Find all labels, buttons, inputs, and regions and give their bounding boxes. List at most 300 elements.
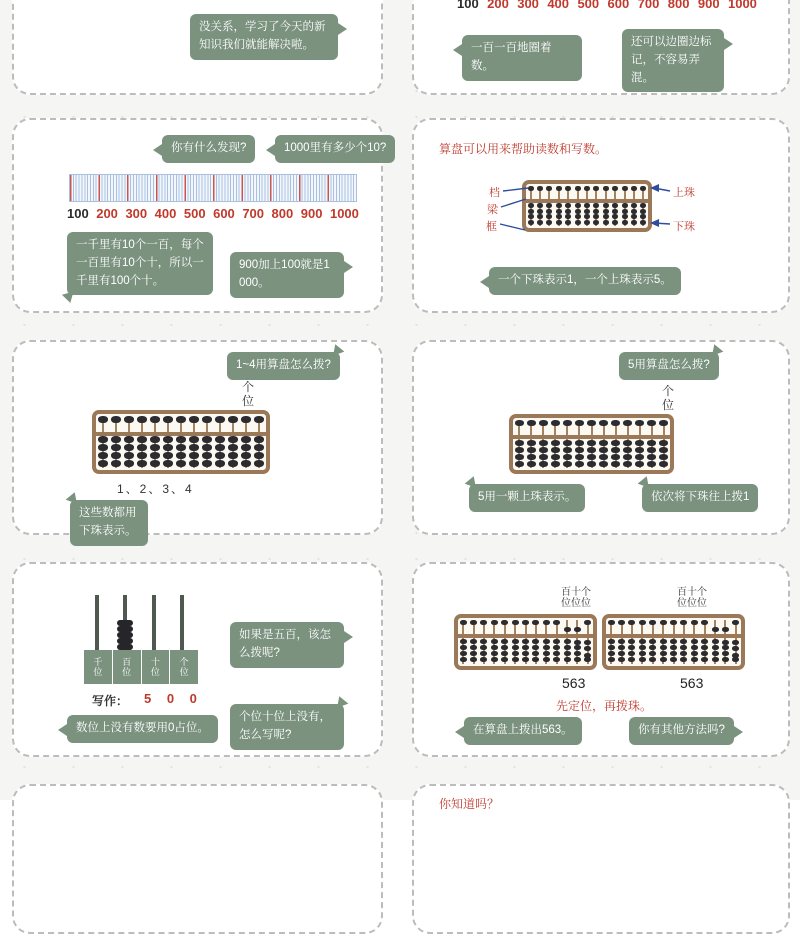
speech-bubble: 你有其他方法吗? [629, 717, 734, 745]
abacus-lower-bead [532, 645, 539, 650]
speech-bubble: 你有什么发现? [162, 135, 255, 163]
abacus-lower-bead [460, 639, 467, 644]
ones-place-label: 个 位 [662, 384, 675, 412]
abacus-upper-bead [553, 620, 560, 625]
abacus-lower-bead [254, 444, 264, 451]
abacus-upper-bead [628, 620, 635, 625]
slide-card-dial-563[interactable] [412, 562, 790, 757]
number-label: 500 [183, 206, 206, 221]
abacus-lower-bead [563, 461, 572, 467]
speech-bubble: 一千里有10个一百，每个一百里有10个十，所以一千里有100个十。 [67, 232, 213, 295]
abacus-lower-bead [522, 645, 529, 650]
abacus-upper-bead [150, 416, 160, 423]
abacus-lower-bead [512, 639, 519, 644]
abacus-lower-bead [670, 651, 677, 656]
abacus-upper-bead [563, 420, 572, 426]
abacus-lower-bead [150, 444, 160, 451]
slide-card-next-right[interactable] [412, 784, 790, 934]
abacus-lower-bead [564, 651, 571, 656]
abacus-lower-bead [691, 651, 698, 656]
abacus-lower-bead [660, 639, 667, 644]
place-header-thousands: 千 位 [84, 650, 112, 684]
abacus-lower-bead [722, 657, 729, 662]
abacus-lower-bead [539, 454, 548, 460]
abacus-lower-bead [532, 657, 539, 662]
number-label: 700 [242, 206, 265, 221]
abacus-lower-bead [574, 657, 581, 662]
abacus-upper-bead [649, 620, 656, 625]
abacus-lower-bead [635, 440, 644, 446]
abacus-lower-bead [584, 640, 591, 645]
abacus-upper-bead [660, 620, 667, 625]
abacus-lower-bead [574, 645, 581, 650]
column-labels-left-abacus: 百十个 位位位 [561, 587, 591, 609]
abacus-lower-bead [635, 454, 644, 460]
abacus-lower-bead [564, 639, 571, 644]
abacus-lower-bead [215, 436, 225, 443]
place-header-ones: 个 位 [170, 650, 198, 684]
abacus-lower-bead [649, 657, 656, 662]
abacus-lower-bead [470, 657, 477, 662]
abacus-upper-bead [611, 420, 620, 426]
abacus-lower-bead [539, 447, 548, 453]
place-header-hundreds: 百 位 [113, 650, 141, 684]
abacus-lower-bead [551, 454, 560, 460]
abacus-upper-bead [732, 620, 739, 625]
abacus-upper-bead [722, 627, 729, 632]
abacus-lower-bead [124, 444, 134, 451]
label-frame: 框 [486, 221, 497, 233]
abacus-lower-bead [98, 460, 108, 467]
speech-bubble: 1000里有多少个10? [275, 135, 395, 163]
abacus-lower-bead [176, 444, 186, 451]
abacus-lower-bead [228, 452, 238, 459]
value-label: 563 [680, 675, 704, 691]
abacus-upper-bead [254, 416, 264, 423]
abacus-upper-bead [584, 620, 591, 625]
abacus-upper-bead [527, 420, 536, 426]
abacus-upper-bead [543, 620, 550, 625]
abacus-lower-bead [98, 452, 108, 459]
abacus-lower-bead [150, 436, 160, 443]
place-value-table [84, 650, 198, 684]
abacus-lower-bead [501, 657, 508, 662]
abacus-lower-bead [575, 440, 584, 446]
abacus-lower-bead [527, 447, 536, 453]
number-label: 700 [637, 0, 660, 11]
abacus-lower-bead [584, 646, 591, 651]
number-label: 1000 [727, 0, 757, 11]
abacus-lower-bead [254, 452, 264, 459]
abacus-lower-bead [618, 645, 625, 650]
abacus-lower-bead [241, 460, 251, 467]
abacus-upper-bead [635, 420, 644, 426]
abacus-lower-bead [639, 645, 646, 650]
number-label: 200 [96, 206, 118, 221]
slide-card-dial-5[interactable] [412, 340, 790, 535]
abacus-upper-bead [574, 627, 581, 632]
abacus-lower-bead [575, 447, 584, 453]
abacus-lower-bead [587, 447, 596, 453]
abacus-lower-bead [564, 645, 571, 650]
speech-bubble: 1~4用算盘怎么拨? [227, 352, 340, 380]
speech-bubble: 没关系，学习了今天的新知识我们就能解决啦。 [190, 14, 338, 60]
abacus-lower-bead [618, 639, 625, 644]
abacus-upper-bead [659, 420, 668, 426]
abacus-lower-bead [623, 461, 632, 467]
number-label: 800 [667, 0, 690, 11]
abacus-upper-bead [551, 420, 560, 426]
number-label: 400 [154, 206, 177, 221]
abacus-lower-bead [680, 657, 687, 662]
abacus-lower-bead [608, 657, 615, 662]
slide-card-dial-1-to-4[interactable] [12, 340, 383, 535]
abacus-upper-bead [111, 416, 121, 423]
abacus-lower-bead [124, 436, 134, 443]
abacus-lower-bead [512, 645, 519, 650]
label-lower-bead: 下珠 [673, 221, 695, 233]
slide-card-next-left[interactable] [12, 784, 383, 934]
abacus-lower-bead [563, 447, 572, 453]
abacus-lower-bead [202, 444, 212, 451]
abacus-lower-bead [539, 440, 548, 446]
abacus-lower-bead [647, 454, 656, 460]
abacus-lower-bead [228, 444, 238, 451]
abacus-lower-bead [608, 651, 615, 656]
abacus-lower-bead [527, 454, 536, 460]
number-label: 100 [67, 206, 89, 221]
abacus-lower-bead [470, 639, 477, 644]
number-label: 600 [213, 206, 235, 221]
abacus-lower-bead [551, 447, 560, 453]
slide-note: 你知道吗？ [439, 797, 500, 811]
abacus-563-right [602, 614, 745, 670]
abacus-lower-bead [584, 657, 591, 662]
abacus-lower-bead [732, 657, 739, 662]
abacus [92, 410, 270, 474]
abacus-lower-bead [670, 645, 677, 650]
abacus-lower-bead [712, 639, 719, 644]
abacus-lower-bead [241, 436, 251, 443]
abacus-lower-bead [599, 440, 608, 446]
write-value: 5 0 0 [144, 691, 203, 706]
abacus-lower-bead [480, 645, 487, 650]
abacus-lower-bead [522, 651, 529, 656]
abacus-lower-bead [491, 639, 498, 644]
number-label: 500 [577, 0, 600, 11]
abacus-lower-bead [628, 645, 635, 650]
number-label: 600 [607, 0, 630, 11]
abacus-upper-bead [470, 620, 477, 625]
abacus-lower-bead [659, 440, 668, 446]
abacus-lower-bead [551, 440, 560, 446]
abacus-lower-bead [649, 645, 656, 650]
abacus-lower-bead [532, 651, 539, 656]
abacus-lower-bead [137, 444, 147, 451]
abacus-lower-bead [659, 454, 668, 460]
abacus-lower-bead [460, 651, 467, 656]
abacus-lower-bead [574, 651, 581, 656]
abacus-lower-bead [691, 657, 698, 662]
abacus-lower-bead [680, 645, 687, 650]
abacus-lower-bead [539, 461, 548, 467]
speech-bubble: 一个下珠表示1，一个上珠表示5。 [489, 267, 681, 295]
abacus-upper-bead [460, 620, 467, 625]
abacus-lower-bead [599, 454, 608, 460]
speech-bubble: 还可以边圈边标记，不容易弄混。 [622, 29, 724, 92]
abacus-lower-bead [522, 639, 529, 644]
abacus-lower-bead [647, 461, 656, 467]
abacus-lower-bead [215, 444, 225, 451]
number-label: 300 [125, 206, 148, 221]
abacus-lower-bead [150, 452, 160, 459]
abacus-lower-bead [659, 461, 668, 467]
abacus-lower-bead [649, 651, 656, 656]
column-labels-right-abacus: 百十个 位位位 [677, 587, 707, 609]
abacus-lower-bead [501, 645, 508, 650]
abacus-lower-bead [691, 645, 698, 650]
abacus-563-left [454, 614, 597, 670]
abacus-lower-bead [150, 460, 160, 467]
abacus-upper-bead [241, 416, 251, 423]
abacus-lower-bead [587, 454, 596, 460]
abacus-upper-bead [618, 620, 625, 625]
place-rod-thousands [95, 595, 99, 650]
abacus-upper-bead [215, 416, 225, 423]
abacus-lower-bead [722, 645, 729, 650]
abacus-lower-bead [460, 645, 467, 650]
abacus-lower-bead [460, 657, 467, 662]
abacus-upper-bead [691, 620, 698, 625]
abacus-lower-bead [575, 454, 584, 460]
abacus-upper-bead [202, 416, 212, 423]
abacus-lower-bead [587, 440, 596, 446]
abacus-lower-bead [163, 460, 173, 467]
slide-card-count-by-hundreds[interactable] [412, 0, 790, 95]
speech-bubble: 如果是五百，该怎么拨呢? [230, 622, 344, 668]
abacus-lower-bead [228, 436, 238, 443]
abacus-lower-bead [215, 452, 225, 459]
number-label: 900 [300, 206, 323, 221]
abacus-lower-bead [551, 461, 560, 467]
abacus-lower-bead [659, 447, 668, 453]
place-header-tens: 十 位 [142, 650, 170, 684]
speech-bubble: 依次将下珠往上拨1 [642, 484, 758, 512]
abacus-lower-bead [623, 440, 632, 446]
speech-bubble: 数位上没有数要用0占位。 [67, 715, 218, 743]
abacus-lower-bead [639, 657, 646, 662]
slide-card-write-500[interactable] [12, 562, 383, 757]
abacus-lower-bead [501, 639, 508, 644]
abacus-lower-bead [611, 454, 620, 460]
speech-bubble: 这些数都用下珠表示。 [70, 500, 148, 546]
abacus-lower-bead [254, 460, 264, 467]
abacus-lower-bead [611, 461, 620, 467]
abacus-lower-bead [701, 651, 708, 656]
abacus-upper-bead [564, 627, 571, 632]
abacus-upper-bead [670, 620, 677, 625]
speech-bubble: 900加上100就是1000。 [230, 252, 344, 298]
slide-note: 先定位，再拨珠。 [555, 699, 652, 713]
abacus-lower-bead [111, 460, 121, 467]
speech-bubble: 一百一百地圈着数。 [462, 35, 582, 81]
abacus-lower-bead [732, 640, 739, 645]
abacus-upper-bead [608, 620, 615, 625]
abacus-lower-bead [660, 651, 667, 656]
number-label: 800 [271, 206, 294, 221]
abacus-lower-bead [176, 436, 186, 443]
abacus-lower-bead [111, 444, 121, 451]
label-beam: 梁 [487, 204, 498, 216]
abacus-lower-bead [628, 651, 635, 656]
number-label: 400 [547, 0, 570, 11]
abacus-lower-bead [599, 447, 608, 453]
label-upper-bead: 上珠 [673, 187, 695, 199]
abacus-lower-bead [532, 639, 539, 644]
abacus-lower-bead [618, 657, 625, 662]
abacus-lower-bead [515, 440, 524, 446]
abacus-lower-bead [712, 657, 719, 662]
abacus-lower-bead [618, 651, 625, 656]
abacus-lower-bead [470, 651, 477, 656]
abacus-lower-bead [623, 454, 632, 460]
abacus-beam [513, 435, 670, 439]
abacus-lower-bead [515, 461, 524, 467]
abacus-lower-bead [563, 454, 572, 460]
abacus-lower-bead [660, 657, 667, 662]
slide-card-intro[interactable] [12, 0, 383, 95]
abacus-lower-bead [470, 645, 477, 650]
number-label: 900 [697, 0, 720, 11]
abacus-lower-bead [608, 639, 615, 644]
numbers-caption: 1、2、3、4 [117, 482, 194, 496]
abacus-upper-bead [228, 416, 238, 423]
abacus-lower-bead [623, 447, 632, 453]
abacus-lower-bead [553, 645, 560, 650]
abacus-lower-bead [647, 440, 656, 446]
abacus-lower-bead [202, 452, 212, 459]
abacus-lower-bead [722, 651, 729, 656]
abacus-lower-bead [241, 444, 251, 451]
abacus-lower-bead [611, 447, 620, 453]
abacus-lower-bead [680, 639, 687, 644]
number-label: 100 [457, 0, 479, 11]
abacus-lower-bead [137, 460, 147, 467]
abacus-lower-bead [647, 447, 656, 453]
number-label: 200 [487, 0, 509, 11]
speech-bubble: 5用算盘怎么拨? [619, 352, 719, 380]
abacus-lower-bead [639, 639, 646, 644]
abacus-upper-bead [575, 420, 584, 426]
abacus-lower-bead [202, 460, 212, 467]
abacus-lower-bead [587, 461, 596, 467]
abacus-upper-bead [522, 620, 529, 625]
abacus-lower-bead [202, 436, 212, 443]
label-rod: 档 [489, 187, 500, 199]
ones-place-label: 个 位 [242, 380, 255, 408]
hundreds-number-row [457, 0, 757, 11]
abacus-lower-bead [543, 657, 550, 662]
abacus-lower-bead [553, 657, 560, 662]
abacus-lower-bead [163, 444, 173, 451]
abacus-lower-bead [111, 436, 121, 443]
abacus-upper-bead [491, 620, 498, 625]
hundreds-number-row [67, 206, 359, 221]
abacus-lower-bead [254, 436, 264, 443]
abacus-upper-bead [532, 620, 539, 625]
abacus-lower-bead [98, 444, 108, 451]
abacus-lower-bead [635, 447, 644, 453]
abacus-lower-bead [137, 452, 147, 459]
abacus-upper-bead [512, 620, 519, 625]
abacus [509, 414, 674, 474]
abacus-lower-bead [98, 436, 108, 443]
abacus-lower-bead [491, 657, 498, 662]
abacus-lower-bead [501, 651, 508, 656]
abacus-lower-bead [480, 651, 487, 656]
abacus-lower-bead [241, 452, 251, 459]
abacus-lower-bead [522, 657, 529, 662]
abacus-lower-bead [124, 460, 134, 467]
write-label: 写作： [92, 694, 129, 708]
slide-note: 算盘可以用来帮助读数和写数。 [439, 142, 608, 156]
speech-bubble: 个位十位上没有，怎么写呢? [230, 704, 344, 750]
speech-bubble: 5用一颗上珠表示。 [469, 484, 585, 512]
abacus-upper-bead [712, 627, 719, 632]
abacus-upper-bead [623, 420, 632, 426]
abacus-upper-bead [480, 620, 487, 625]
abacus-upper-bead [647, 420, 656, 426]
abacus-lower-bead [635, 461, 644, 467]
abacus-lower-bead [575, 461, 584, 467]
abacus-upper-bead [137, 416, 147, 423]
abacus-lower-bead [512, 651, 519, 656]
number-label: 300 [517, 0, 539, 11]
abacus-beam [606, 634, 741, 638]
abacus-upper-bead [587, 420, 596, 426]
abacus-lower-bead [176, 460, 186, 467]
abacus-lower-bead [563, 440, 572, 446]
abacus-upper-bead [701, 620, 708, 625]
abacus-lower-bead [628, 639, 635, 644]
abacus-lower-bead [163, 436, 173, 443]
abacus-lower-bead [228, 460, 238, 467]
abacus-beam [458, 634, 593, 638]
abacus-lower-bead [553, 639, 560, 644]
abacus-lower-bead [712, 645, 719, 650]
abacus-upper-bead [163, 416, 173, 423]
abacus-lower-bead [137, 436, 147, 443]
abacus-lower-bead [124, 452, 134, 459]
abacus-lower-bead [491, 645, 498, 650]
abacus-lower-bead [512, 657, 519, 662]
place-rod-ones [180, 595, 184, 650]
abacus-lower-bead [670, 639, 677, 644]
abacus-lower-bead [701, 639, 708, 644]
abacus-lower-bead [189, 460, 199, 467]
abacus-lower-bead [611, 440, 620, 446]
abacus-lower-bead [639, 651, 646, 656]
abacus-upper-bead [124, 416, 134, 423]
abacus-lower-bead [111, 452, 121, 459]
abacus-lower-bead [189, 444, 199, 451]
abacus-lower-bead [515, 447, 524, 453]
abacus-lower-bead [480, 657, 487, 662]
thousand-ticks-strip [69, 174, 357, 202]
slide-card-thousand-strip[interactable] [12, 118, 387, 313]
slide-card-abacus-intro[interactable] [412, 118, 790, 313]
abacus-lower-bead [515, 454, 524, 460]
